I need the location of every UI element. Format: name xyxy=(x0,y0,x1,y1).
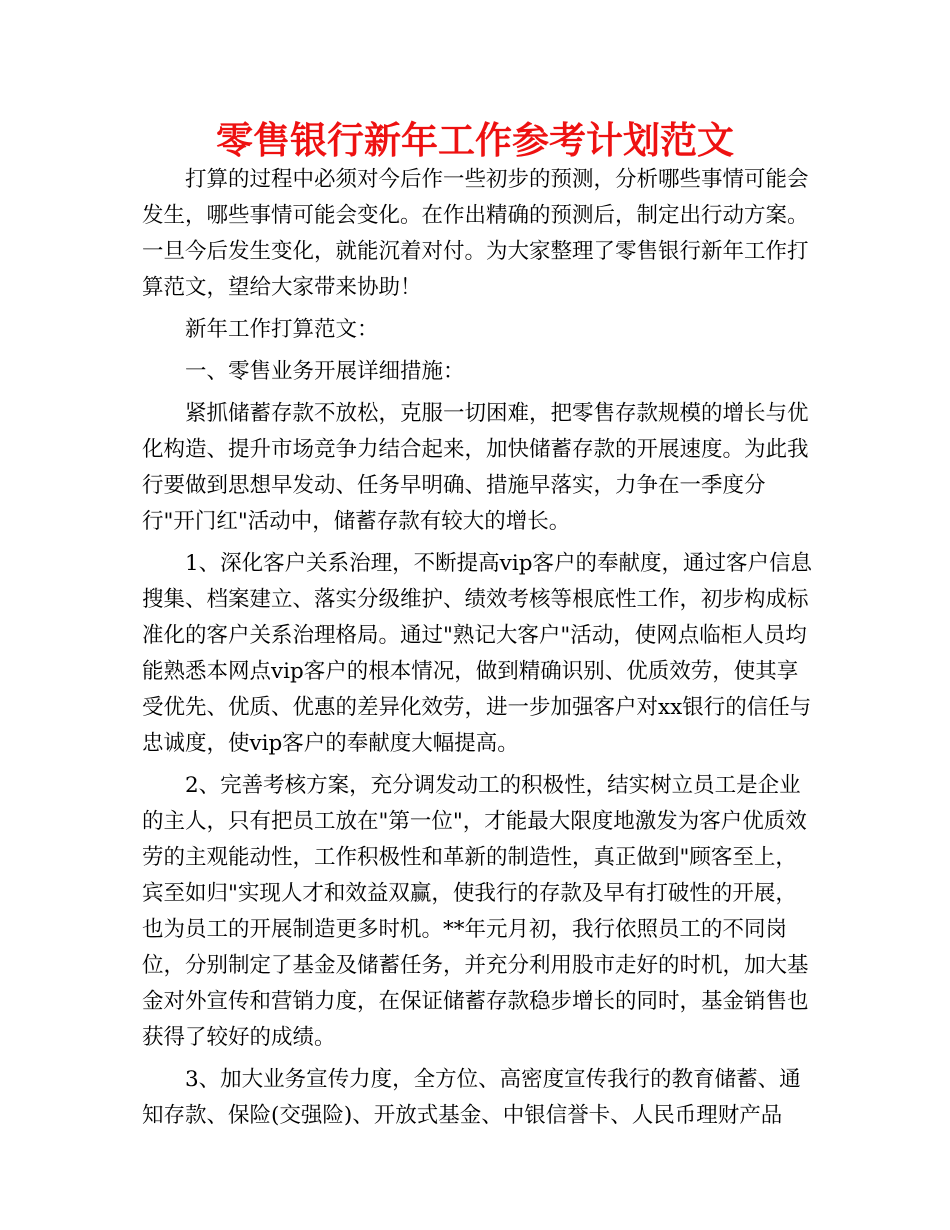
list-item-2: 2、完善考核方案，充分调发动工的积极性，结实树立员工是企业的主人，只有把员工放在"第一位"，才能最大限度地激发为客户优质效劳的主观能动性，工作积极性和革新的制造性，真正做到"顾客至上，宾至如归"实现人才和效益双赢，使我行的存款及早有打破性的开展，也为员工的开展制造更多时机。**年元月初，我行依照员工的不同岗位，分别制定了基金及储蓄任务，并充分利用股市走好的时机，加大基金对外宣传和营销力度，在保证储蓄存款稳步增长的同时，基金销售也获得了较好的成绩。 xyxy=(142,773,809,1050)
document-body xyxy=(142,162,812,1134)
intro-paragraph: 打算的过程中必须对今后作一些初步的预测，分析哪些事情可能会发生，哪些事情可能会变化。在作出精确的预测后，制定出行动方案。一旦今后发生变化，就能沉着对付。为大家整理了零售银行新年工作打算范文，望给大家带来协助！ xyxy=(142,167,809,300)
plan-heading: 新年工作打算范文： xyxy=(185,317,379,342)
document-title: 零售银行新年工作参考计划范文 xyxy=(216,119,734,162)
body-paragraph: 紧抓储蓄存款不放松，克服一切困难，把零售存款规模的增长与优化构造、提升市场竞争力结合起来，加快储蓄存款的开展速度。为此我行要做到思想早发动、任务早明确、措施早落实，力争在一季度分行"开门红"活动中，储蓄存款有较大的增长。 xyxy=(142,401,809,534)
list-item-3: 3、加大业务宣传力度，全方位、高密度宣传我行的教育储蓄、通知存款、保险(交强险)、开放式基金、中银信誉卡、人民币理财产品 xyxy=(142,1067,801,1128)
section-heading-1: 一、零售业务开展详细措施： xyxy=(185,359,465,384)
list-item-1: 1、深化客户关系治理，不断提高vip客户的奉献度，通过客户信息搜集、档案建立、落实分级维护、绩效考核等根底性工作，初步构成标准化的客户关系治理格局。通过"熟记大客户"活动，使网点临柜人员均能熟悉本网点vip客户的根本情况，做到精确识别、优质效劳，使其享受优先、优质、优惠的差异化效劳，进一步加强客户对xx银行的信任与忠诚度，使vip客户的奉献度大幅提高。 xyxy=(142,551,812,756)
